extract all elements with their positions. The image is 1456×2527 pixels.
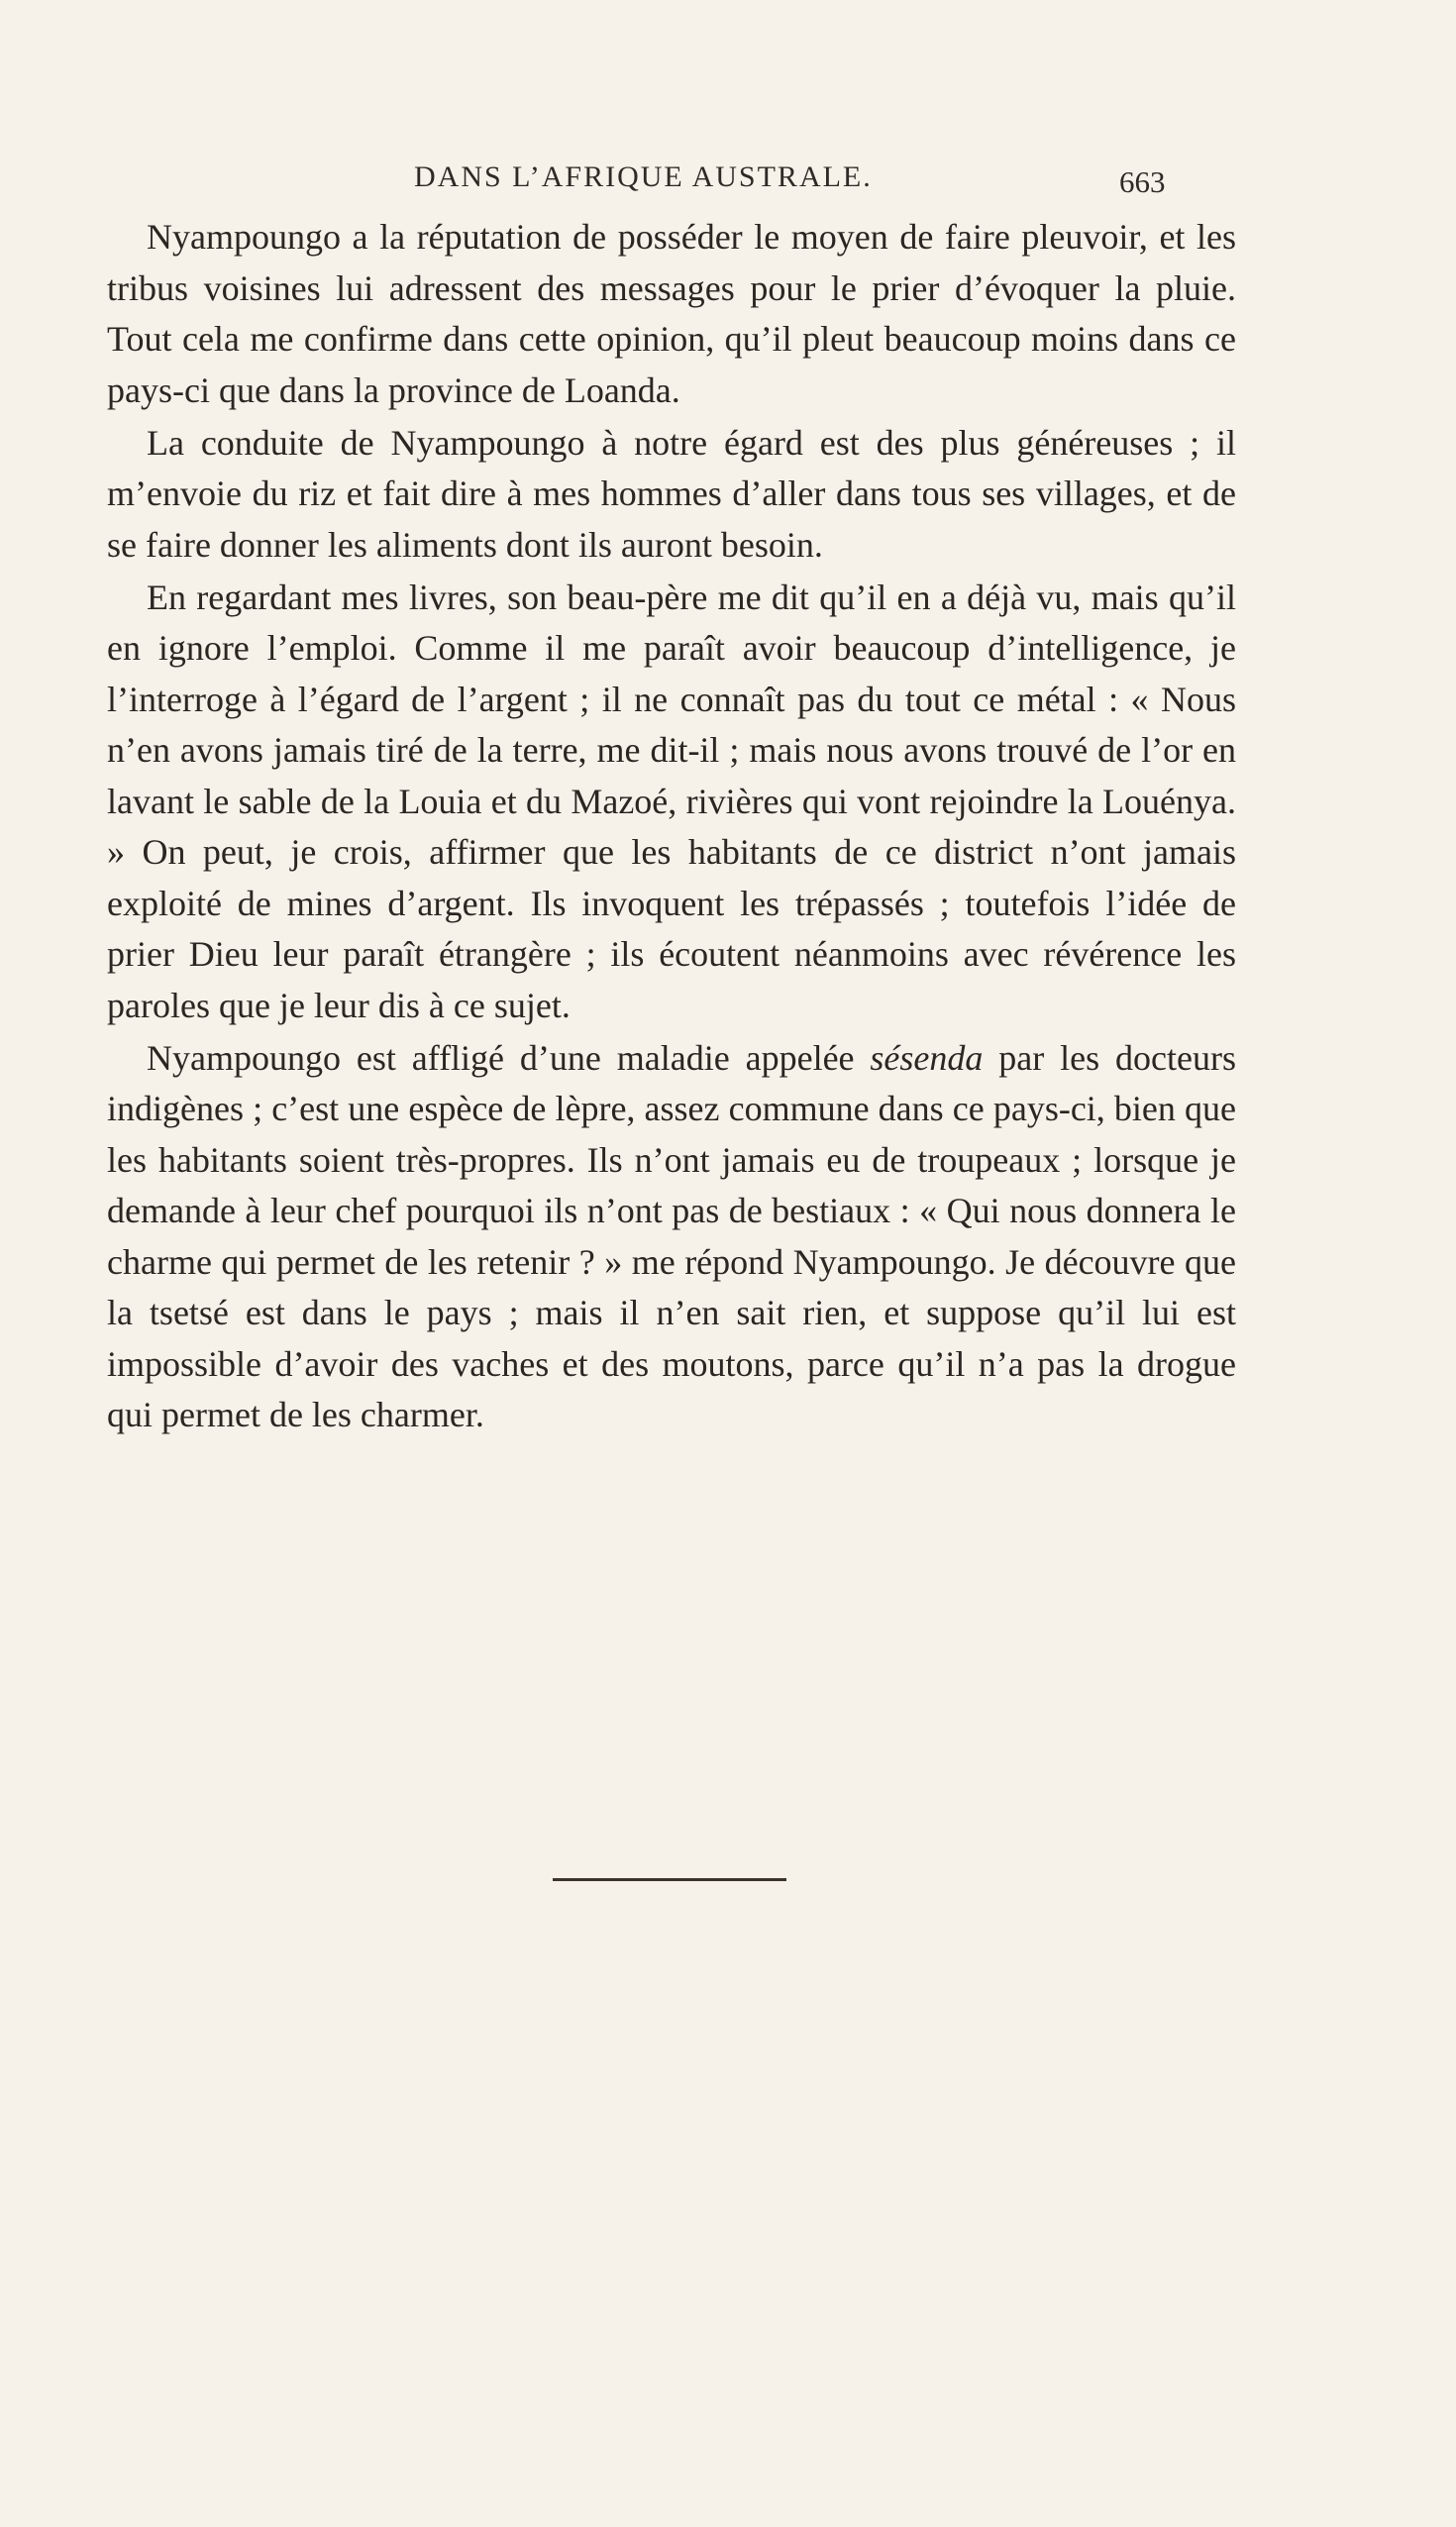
paragraph-4-start: Nyampoungo est affligé d’une maladie appelée bbox=[147, 1037, 871, 1078]
italic-term: sésenda bbox=[870, 1037, 984, 1078]
header-title: DANS L’AFRIQUE AUSTRALE. bbox=[414, 160, 873, 193]
body-text bbox=[107, 212, 1236, 1442]
paragraph-1: Nyampoungo a la réputation de posséder le moyen de faire pleuvoir, et les tribus voisines lui adressent des messages pour le prier d’évoquer la pluie. Tout cela me confirme dans cette opinion, qu’il pleut beaucoup moins dans ce pays-ci que dans la province de Loanda. bbox=[107, 217, 1236, 410]
paragraph-4 bbox=[107, 1033, 1236, 1441]
paragraph-2: La conduite de Nyampoungo à notre égard est des plus généreuses ; il m’envoie du riz et fait dire à mes hommes d’aller dans tous ses villages, et de se faire donner les aliments dont ils auront besoin. bbox=[107, 422, 1236, 565]
paragraph-3: En regardant mes livres, son beau-père me dit qu’il en a déjà vu, mais qu’il en ignore l’emploi. Comme il me paraît avoir beaucoup d’intelligence, je l’interroge à l’égard de l’argent ; il ne connaît pas du tout ce métal : « Nous n’en avons jamais tiré de la terre, me dit-il ; mais nous avons trouvé de l’or en lavant le sable de la Louia et du Mazoé, rivières qui vont rejoindre la Louénya. » On peut, je crois, affirmer que les habitants de ce district n’ont jamais exploité de mines d’argent. Ils invoquent les trépassés ; toutefois l’idée de prier Dieu leur paraît étrangère ; ils écoutent néanmoins avec révérence les paroles que je leur dis à ce sujet. bbox=[107, 577, 1236, 1025]
end-rule bbox=[553, 1878, 786, 1881]
page-number: 663 bbox=[1119, 164, 1166, 199]
running-header bbox=[0, 160, 1456, 200]
paragraph-4-end: par les docteurs indigènes ; c’est une espèce de lèpre, assez commune dans ce pays-ci, bien que les habitants soient très-propres. Ils n’ont jamais eu de troupeaux ; lorsque je demande à leur chef pourquoi ils n’ont pas de bestiaux : « Qui nous donnera le charme qui permet de les retenir ? » me répond Nyampoungo. Je découvre que la tsetsé est dans le pays ; mais il n’en sait rien, et suppose qu’il lui est impossible d’avoir des vaches et des moutons, parce qu’il n’a pas la drogue qui permet de les charmer. bbox=[107, 1037, 1236, 1434]
